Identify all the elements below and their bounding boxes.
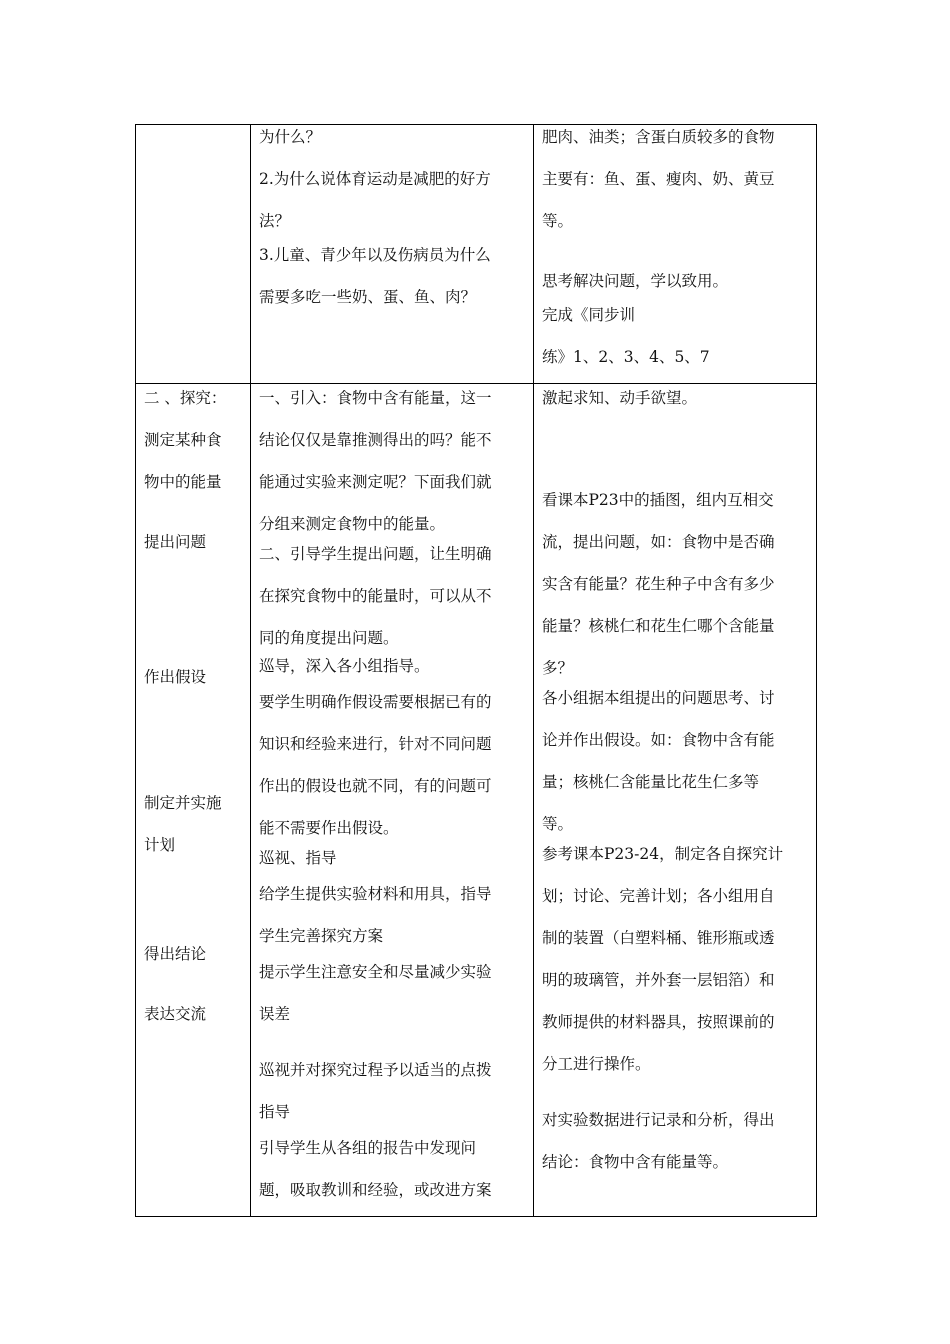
text-line: 2.为什么说体育运动是减肥的好方: [259, 170, 491, 188]
text-line: 肥肉、油类；含蛋白质较多的食物: [542, 128, 775, 146]
text-line: 教师提供的材料器具，按照课前的: [542, 1013, 775, 1031]
text-line: 能通过实验来测定呢？下面我们就: [259, 473, 492, 491]
text-line: 作出的假设也就不同，有的问题可: [259, 777, 492, 795]
text-line: 激起求知、动手欲望。: [542, 389, 698, 407]
stage-cell: [136, 125, 251, 384]
text-line: 分组来测定食物中的能量。: [259, 515, 446, 533]
text-line: 一、引入：食物中含有能量，这一: [259, 389, 492, 407]
text-line: 二 、探究：: [144, 389, 227, 407]
text-line: 等。: [542, 815, 574, 833]
text-line: 提出问题: [144, 533, 207, 551]
text-line: 明的玻璃管，并外套一层铝箔）和: [542, 971, 775, 989]
text-line: 主要有：鱼、蛋、瘦肉、奶、黄豆: [542, 170, 775, 188]
text-line: 多？: [542, 659, 574, 677]
text-line: 看课本P23中的插图，组内互相交: [542, 491, 774, 509]
text-line: 论并作出假设。如：食物中含有能: [542, 731, 775, 749]
text-line: 题，吸取教训和经验，或改进方案: [259, 1181, 492, 1199]
text-line: 得出结论: [144, 945, 207, 963]
text-line: 提示学生注意安全和尽量减少实验: [259, 963, 492, 981]
text-line: 结论仅仅是靠推测得出的吗？能不: [259, 431, 492, 449]
student-activity-cell: [534, 125, 817, 384]
text-line: 制的装置（白塑料桶、锥形瓶或透: [542, 929, 775, 947]
stage-cell: [136, 384, 251, 1217]
text-line: 实含有能量？花生种子中含有多少: [542, 575, 775, 593]
text-line: 思考解决问题，学以致用。: [542, 272, 729, 290]
text-line: 给学生提供实验材料和用具，指导: [259, 885, 492, 903]
text-line: 划；讨论、完善计划；各小组用自: [542, 887, 775, 905]
text-line: 巡导，深入各小组指导。: [259, 657, 430, 675]
text-line: 对实验数据进行记录和分析，得出: [542, 1111, 775, 1129]
text-line: 巡视、指导: [259, 849, 337, 867]
text-line: 参考课本P23-24，制定各自探究计: [542, 845, 784, 863]
text-line: 知识和经验来进行，针对不同问题: [259, 735, 492, 753]
text-line: 需要多吃一些奶、蛋、鱼、肉？: [259, 288, 477, 306]
text-line: 流，提出问题，如：食物中是否确: [542, 533, 775, 551]
student-activity-cell: [534, 384, 817, 1217]
text-line: 能不需要作出假设。: [259, 819, 399, 837]
text-line: 在探究食物中的能量时，可以从不: [259, 587, 492, 605]
text-line: 学生完善探究方案: [259, 927, 384, 945]
teacher-activity-cell: [251, 125, 534, 384]
text-line: 量；核桃仁含能量比花生仁多等: [542, 773, 760, 791]
text-line: 结论：食物中含有能量等。: [542, 1153, 729, 1171]
text-line: 测定某种食: [144, 431, 222, 449]
text-line: 法？: [259, 212, 291, 230]
text-line: 计划: [144, 836, 176, 854]
text-line: 要学生明确作假设需要根据已有的: [259, 693, 492, 711]
teacher-activity-cell: [251, 384, 534, 1217]
text-line: 各小组据本组提出的问题思考、讨: [542, 689, 775, 707]
text-line: 物中的能量: [144, 473, 222, 491]
text-line: 指导: [259, 1103, 291, 1121]
lesson-plan-table: [135, 124, 817, 1217]
text-line: 巡视并对探究过程予以适当的点拨: [259, 1061, 492, 1079]
text-line: 作出假设: [144, 668, 207, 686]
text-line: 制定并实施: [144, 794, 222, 812]
text-line: 等。: [542, 212, 574, 230]
table-row: [136, 384, 817, 1217]
text-line: 同的角度提出问题。: [259, 629, 399, 647]
text-line: 为什么？: [259, 128, 322, 146]
text-line: 误差: [259, 1005, 291, 1023]
text-line: 练》1、2、3、4、5、7: [542, 348, 710, 366]
text-line: 能量？核桃仁和花生仁哪个含能量: [542, 617, 775, 635]
text-line: 3.儿童、青少年以及伤病员为什么: [259, 246, 491, 264]
table-row: [136, 125, 817, 384]
text-line: 引导学生从各组的报告中发现问: [259, 1139, 477, 1157]
text-line: 分工进行操作。: [542, 1055, 651, 1073]
text-line: 表达交流: [144, 1005, 207, 1023]
text-line: 二、引导学生提出问题，让生明确: [259, 545, 492, 563]
text-line: 完成《同步训: [542, 306, 636, 324]
